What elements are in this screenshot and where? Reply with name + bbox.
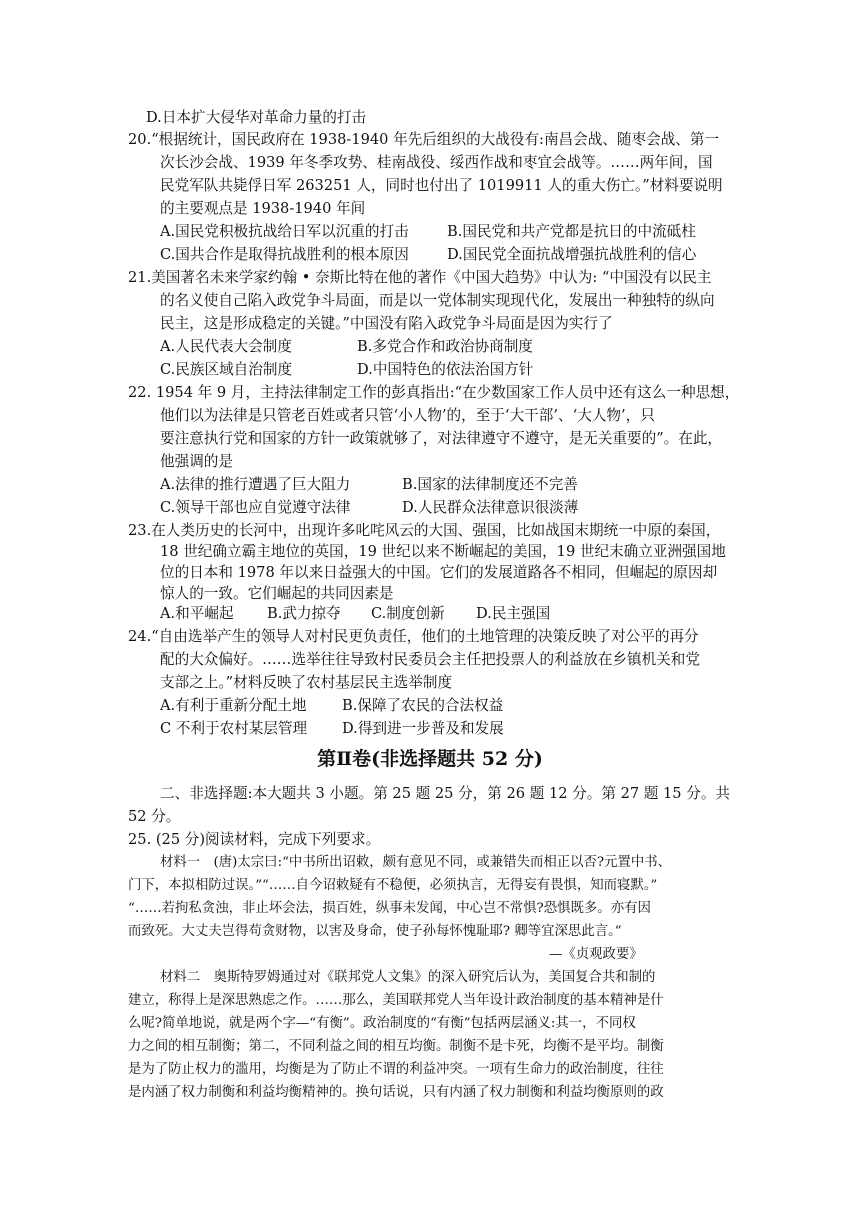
q25-material-1-line: “……若拘私贪浊，非止坏会法，损百姓，纵事未发闻，中心岂不常惧?恐惧既多。亦有因 [128,901,651,916]
q23-option-a: A.和平崛起 [160,605,234,622]
q25-material-2-line: 材料二 奥斯特罗姆通过对《联邦党人文集》的深入研究后认为，美国复合共和制的 [160,970,656,985]
q25-material-2-line: 是为了防止权力的滥用，均衡是为了防止不谓的利益冲突。一项有生命力的政治制度，往往 [128,1062,664,1077]
q25-material-2-line: 么呢?简单地说，就是两个字—“有衡”。政治制度的“有衡”包括两层涵义:其一，不同权 [128,1016,636,1031]
q25-material-2-line: 力之间的相互制衡；第二，不同利益之间的相互均衡。制衡不是卡死，均衡不是平均。制衡 [128,1039,664,1054]
q25-material-1-line: 门下，本拟相防过误。”“……自今诏敕疑有不稳便，必须执言，无得妄有畏惧，知而寝默。” [128,878,658,893]
q25-material-1-line: 而致死。大丈夫岂得苟贪财物，以害及身命，使子孙每怀愧耻耶? 卿等宜深思此言。” [128,924,622,939]
section-2-intro-line: 二、非选择题:本大题共 3 小题。第 25 题 25 分，第 26 题 12 分。第 27 题 15 分。共 [160,785,731,802]
q23-option-c: C.制度创新 [371,605,445,622]
q20-option-d: D.国民党全面抗战增强抗战胜利的信心 [447,246,697,263]
q23-stem-line: 23.在人类历史的长河中，出现许多叱咤风云的大国、强国，比如战国末期统一中原的秦国， [128,522,721,539]
q20-option-c: C.国共合作是取得抗战胜利的根本原因 [160,246,409,263]
q25-stem: 25. (25 分)阅读材料，完成下列要求。 [128,831,381,848]
q21-option-a: A.人民代表大会制度 [160,338,292,355]
q21-option-b: B.多党合作和政治协商制度 [357,338,533,355]
q22-stem-line: 他们以为法律是只管老百姓或者只管‘小人物’的，至于‘大干部’、‘大人物’，只 [160,407,655,424]
q24-stem-line: 配的大众偏好。……选举往往导致村民委员会主任把投票人的利益放在乡镇机关和党 [160,651,700,668]
section-2-title: 第Ⅱ卷(非选择题共 52 分) [317,748,543,770]
q24-stem-line: 支部之上。”材料反映了农村基层民主选举制度 [160,674,453,691]
q23-stem-line: 惊人的一致。它们崛起的共同因素是 [160,585,394,602]
q21-option-d: D.中国特色的依法治国方针 [357,361,534,378]
q21-stem-line: 21.美国著名未来学家约翰 • 奈斯比特在他的著作《中国大趋势》中认为: “中国没有以民主 [128,269,712,286]
q20-stem-line: 次长沙会战、1939 年冬季攻势、桂南战役、绥西作战和枣宜会战等。……两年间，国 [160,154,713,171]
q23-stem-line: 18 世纪确立霸主地位的英国，19 世纪以来不断崛起的美国，19 世纪末确立亚洲强国地 [160,543,726,560]
q22-option-c: C.领导干部也应自觉遵守法律 [160,499,351,516]
q24-stem-line: 24.“自由选举产生的领导人对村民更负责任，他们的土地管理的决策反映了对公平的再分 [128,628,699,645]
q22-stem-line: 要注意执行党和国家的方针一政策就够了，对法律遵守不遵守，是无关重要的”。在此， [160,430,723,447]
q21-stem-line: 的名义使自己陷入政党争斗局面，而是以一党体制实现现代化，发展出一种独特的纵向 [160,292,715,309]
q20-option-b: B.国民党和共产党都是抗日的中流砥柱 [447,223,696,240]
q22-stem-line: 他强调的是 [160,453,233,470]
q21-option-c: C.民族区域自治制度 [160,361,293,378]
q24-option-a: A.有利于重新分配土地 [160,697,307,714]
q22-option-a: A.法律的推行遭遇了巨大阻力 [160,476,351,493]
q24-option-c: C 不利于农村某层管理 [160,720,308,737]
q23-option-d: D.民主强国 [476,605,551,622]
q20-stem-line: 的主要观点是 1938-1940 年间 [160,200,366,217]
q19-option-d: D.日本扩大侵华对革命力量的打击 [146,109,367,126]
q25-material-1-source: —《贞观政要》 [549,947,643,962]
q22-option-b: B.国家的法律制度还不完善 [402,476,578,493]
q20-stem-line: 民党军队共毙俘日军 263251 人，同时也付出了 1019911 人的重大伤亡。”材料要说明 [160,177,723,194]
q22-stem-line: 22. 1954 年 9 月，主持法律制定工作的彭真指出:“在少数国家工作人员中还有这么一种思想， [128,384,740,401]
q25-material-2-line: 建立，称得上是深思熟虑之作。……那么，美国联邦党人当年设计政治制度的基本精神是什 [128,993,664,1008]
q20-option-a: A.国民党积极抗战给日军以沉重的打击 [160,223,409,240]
q25-material-2-line: 是内涵了权力制衡和利益均衡精神的。换句话说，只有内涵了权力制衡和利益均衡原则的政 [128,1085,664,1100]
q21-stem-line: 民主，这是形成稳定的关键。”中国没有陷入政党争斗局面是因为实行了 [160,315,613,332]
q23-option-b: B.武力掠夺 [267,605,341,622]
q23-stem-line: 位的日本和 1978 年以来日益强大的中国。它们的发展道路各不相同，但崛起的原因却 [160,564,718,581]
q24-option-b: B.保障了农民的合法权益 [342,697,504,714]
q24-option-d: D.得到进一步普及和发展 [342,720,504,737]
q25-material-1-line: 材料一 (唐)太宗曰:“中书所出诏敕，颇有意见不同，或兼错失而相正以否?元置中书、 [160,855,672,870]
q20-stem-line: 20.“根据统计，国民政府在 1938-1940 年先后组织的大战役有:南昌会战、随枣会战、第一 [128,131,720,148]
section-2-intro-line: 52 分。 [128,808,181,825]
q22-option-d: D.人民群众法律意识很淡薄 [402,499,579,516]
